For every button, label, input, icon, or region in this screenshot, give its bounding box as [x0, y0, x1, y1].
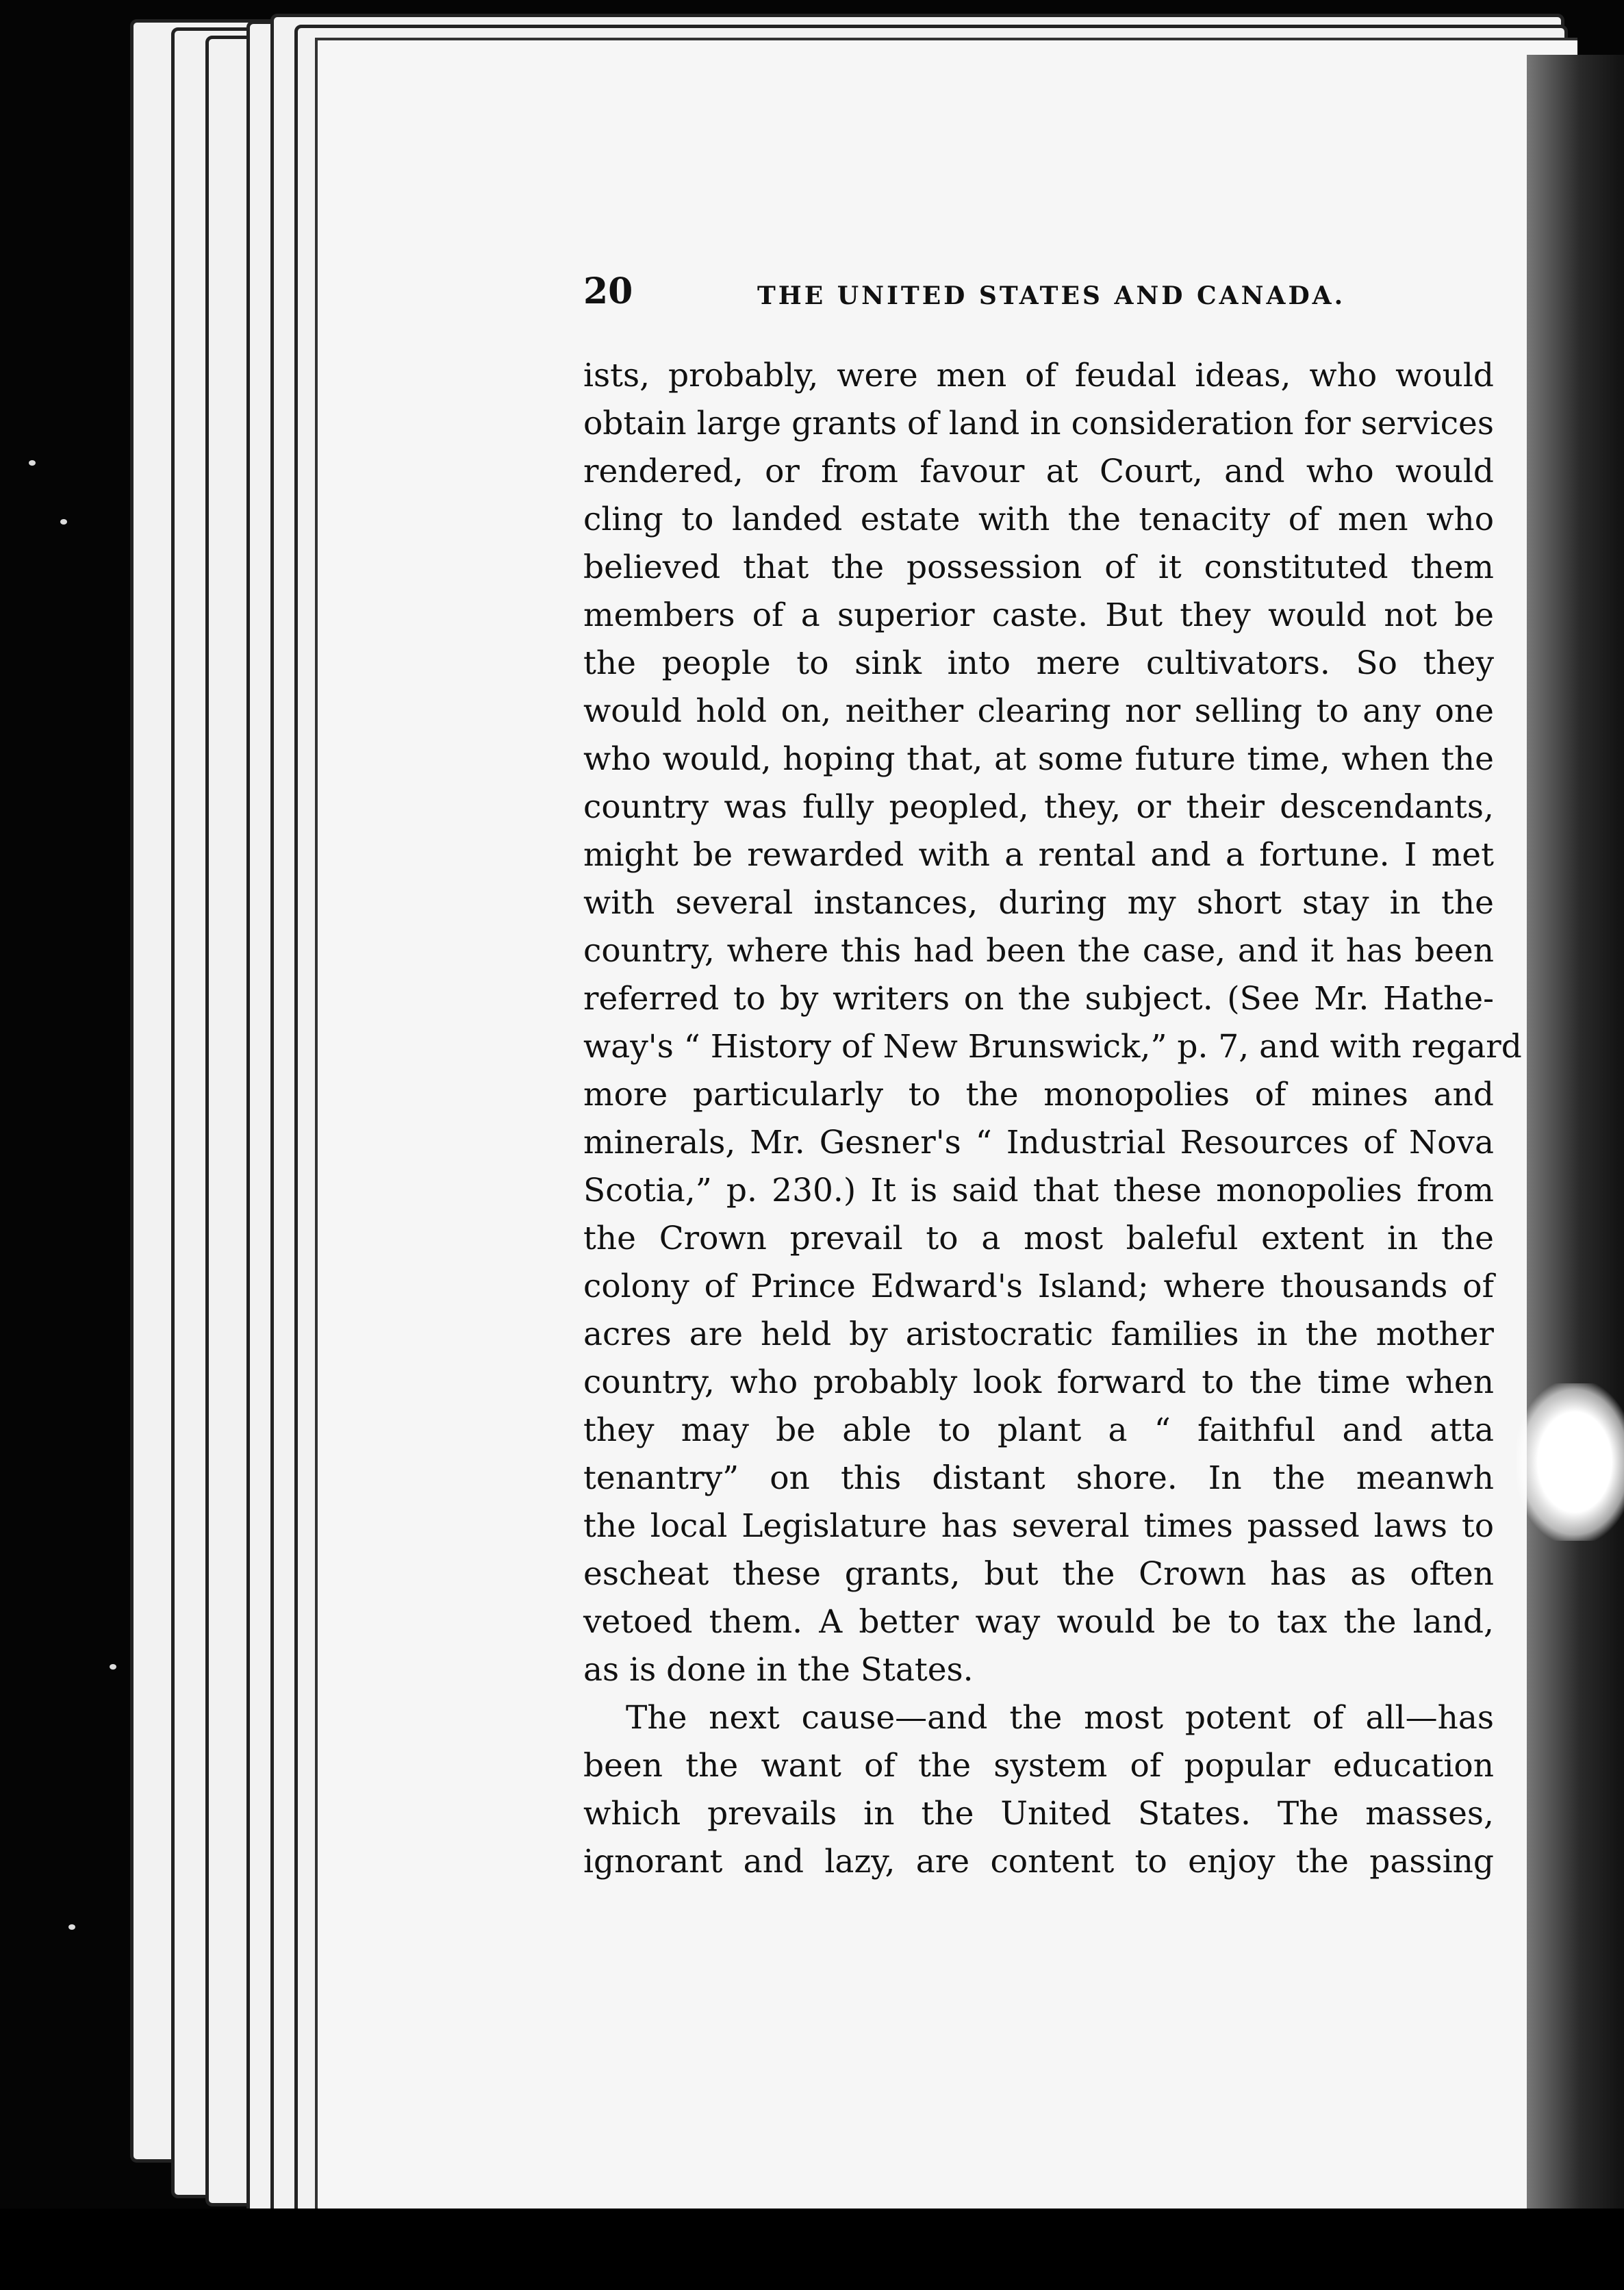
- dust-speck: [29, 460, 36, 466]
- text-line: the Crown prevail to a most baleful extent in the: [583, 1220, 1494, 1257]
- text-line: as is done in the States.: [583, 1651, 974, 1689]
- text-line: obtain large grants of land in consideration for services: [583, 405, 1494, 442]
- text-line: been the want of the system of popular education: [583, 1747, 1494, 1785]
- text-line: which prevails in the United States. The masses,: [583, 1795, 1494, 1833]
- dust-speck: [110, 1664, 116, 1670]
- page-number: 20: [583, 270, 633, 312]
- text-line: escheat these grants, but the Crown has as often: [583, 1555, 1494, 1593]
- text-line: they may be able to plant a “ faithful and atta: [583, 1411, 1494, 1449]
- text-line: country, where this had been the case, and it has been: [583, 932, 1494, 970]
- text-line: would hold on, neither clearing nor selling to any one: [583, 692, 1494, 730]
- body-text: [583, 352, 1522, 1886]
- running-head: THE UNITED STATES AND CANADA.: [757, 281, 1346, 310]
- text-line: ists, probably, were men of feudal ideas, who would: [583, 357, 1494, 394]
- text-line: might be rewarded with a rental and a fortune. I met: [583, 836, 1494, 874]
- paper-stain: [1517, 1383, 1624, 1541]
- page-header: [583, 270, 1494, 318]
- text-line: Scotia,” p. 230.) It is said that these monopolies from: [583, 1172, 1494, 1209]
- text-line: more particularly to the monopolies of mines and: [583, 1076, 1494, 1113]
- text-line: way's “ History of New Brunswick,” p. 7, and with regard: [583, 1028, 1522, 1066]
- text-line: rendered, or from favour at Court, and who would: [583, 453, 1494, 490]
- text-line: The next cause—and the most potent of all—has: [626, 1699, 1494, 1737]
- text-line: the people to sink into mere cultivators. So they: [583, 644, 1494, 682]
- text-line: cling to landed estate with the tenacity of men who: [583, 501, 1494, 538]
- text-line: referred to by writers on the subject. (See Mr. Hathe-: [583, 980, 1494, 1018]
- binding-shadow: [1527, 55, 1624, 2290]
- text-line: minerals, Mr. Gesner's “ Industrial Resources of Nova: [583, 1124, 1494, 1161]
- dust-speck: [60, 519, 67, 525]
- text-line: acres are held by aristocratic families in the mother: [583, 1316, 1494, 1353]
- text-line: believed that the possession of it constituted them: [583, 549, 1494, 586]
- scan-background: [0, 2209, 1624, 2290]
- text-line: colony of Prince Edward's Island; where thousands of: [583, 1268, 1494, 1305]
- text-line: the local Legislature has several times passed laws to: [583, 1507, 1494, 1545]
- text-line: ignorant and lazy, are content to enjoy the passing: [583, 1843, 1494, 1880]
- dust-speck: [68, 1924, 75, 1930]
- text-line: country was fully peopled, they, or their descendants,: [583, 788, 1494, 826]
- text-line: members of a superior caste. But they would not be: [583, 596, 1494, 634]
- text-line: tenantry” on this distant shore. In the meanwh: [583, 1459, 1494, 1497]
- text-line: who would, hoping that, at some future time, when the: [583, 740, 1494, 778]
- text-line: with several instances, during my short stay in the: [583, 884, 1494, 922]
- text-line: country, who probably look forward to the time when: [583, 1363, 1494, 1401]
- text-line: vetoed them. A better way would be to tax the land,: [583, 1603, 1494, 1641]
